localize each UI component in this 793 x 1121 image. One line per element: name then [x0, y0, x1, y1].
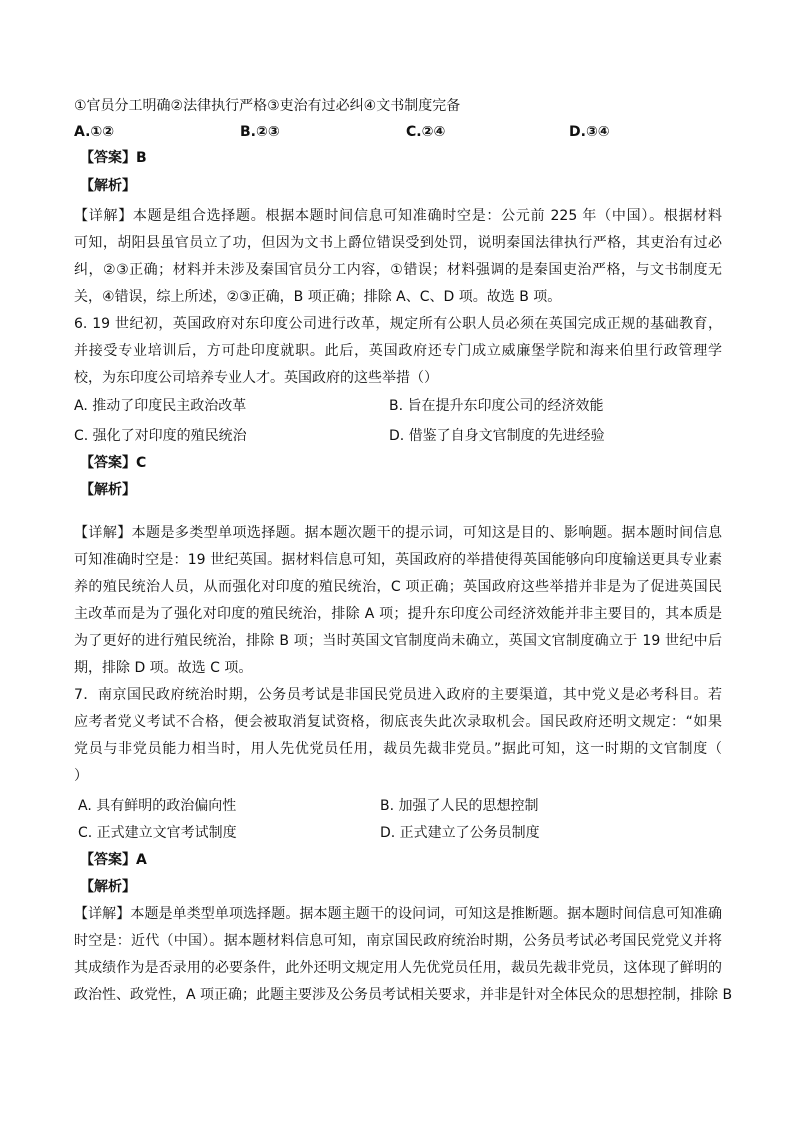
q5-option-b: B.②③	[240, 124, 280, 140]
q5-answer: 【答案】B	[80, 150, 147, 166]
q6-stem-line-2: 并接受专业培训后，方可赴印度就职。此后，英国政府还专门成立威廉堡学院和海来伯里行政管理学	[74, 343, 722, 359]
q6-detail-line-1: 【详解】本题是多类型单项选择题。据本题次题干的提示词，可知这是目的、影响题。据本题时间信息	[74, 525, 722, 541]
q6-option-d: D. 借鉴了自身文官制度的先进经验	[389, 428, 605, 444]
q5-detail-line-4: 关，④错误，综上所述，②③正确，B 项正确；排除 A、C、D 项。故选 B 项。	[74, 289, 562, 305]
q6-stem-line-1: 6. 19 世纪初，英国政府对东印度公司进行改革，规定所有公职人员必须在英国完成正规的基础教育，	[74, 316, 722, 332]
q5-option-c: C.②④	[406, 124, 446, 140]
q6-detail-line-4: 主改革而是为了强化对印度的殖民统治，排除 A 项；提升东印度公司经济效能并非主要目的，其本质是	[74, 606, 722, 622]
q7-option-c: C. 正式建立文官考试制度	[78, 825, 237, 841]
q7-stem-line-3: 党员与非党员能力相当时，用人先优党员任用，裁员先裁非党员。”据此可知，这一时期的文官制度（	[74, 741, 722, 757]
q6-option-b: B. 旨在提升东印度公司的经济效能	[389, 398, 604, 414]
q7-detail-line-3: 其成绩作为是否录用的必要条件，此外还明文规定用人先优党员任用，裁员先裁非党员，这体现了鲜明的	[74, 960, 722, 976]
q7-option-d: D. 正式建立了公务员制度	[380, 825, 540, 841]
q5-analysis-label: 【解析】	[80, 178, 136, 194]
q7-stem-line-1: 7．南京国民政府统治时期，公务员考试是非国民党员进入政府的主要渠道，其中党义是必考科目。若	[74, 687, 722, 703]
q6-detail-line-5: 为了更好的进行殖民统治，排除 B 项；当时英国文官制度尚未确立，英国文官制度确立于 19 世纪中后	[74, 633, 722, 649]
q6-answer: 【答案】C	[80, 455, 147, 471]
q7-detail-line-1: 【详解】本题是单类型单项选择题。据本题主题干的设问词，可知这是推断题。据本题时间信息可知准确	[74, 906, 722, 922]
q5-detail-line-2: 可知，胡阳县虽官员立了功，但因为文书上爵位错误受到处罚，说明秦国法律执行严格，其吏治有过必	[74, 235, 722, 251]
q7-option-b: B. 加强了人民的思想控制	[380, 798, 539, 814]
q6-stem-line-3: 校，为东印度公司培养专业人才。英国政府的这些举措（）	[74, 370, 438, 386]
q7-detail-line-4: 政治性、政党性，A 项正确；此题主要涉及公务员考试相关要求，并非是针对全体民众的思想控制，排除 B	[74, 987, 733, 1003]
q7-detail-line-2: 时空是：近代（中国）。据本题材料信息可知，南京国民政府统治时期，公务员考试必考国民党党义并将	[74, 933, 722, 949]
q7-option-a: A. 具有鲜明的政治偏向性	[78, 798, 237, 814]
q6-detail-line-3: 养的殖民统治人员，从而强化对印度的殖民统治，C 项正确；英国政府这些举措并非是为了促进英国民	[74, 579, 722, 595]
q6-detail-line-2: 可知准确时空是：19 世纪英国。据材料信息可知，英国政府的举措使得英国能够向印度输送更具专业素	[74, 552, 722, 568]
q7-stem-line-4: ）	[74, 768, 88, 784]
q6-analysis-label: 【解析】	[80, 482, 136, 498]
q5-option-a: A.①②	[74, 124, 115, 140]
q7-answer: 【答案】A	[80, 852, 147, 868]
q5-stem-tail: ①官员分工明确②法律执行严格③吏治有过必纠④文书制度完备	[74, 98, 461, 114]
q6-option-c: C. 强化了对印度的殖民统治	[74, 428, 247, 444]
q6-option-a: A. 推动了印度民主政治改革	[74, 398, 247, 414]
q5-detail-line-3: 纠，②③正确；材料并未涉及秦国官员分工内容，①错误；材料强调的是秦国吏治严格，与文书制度无	[74, 262, 722, 278]
q6-detail-line-6: 期，排除 D 项。故选 C 项。	[74, 660, 253, 676]
q5-detail-line-1: 【详解】本题是组合选择题。根据本题时间信息可知准确时空是：公元前 225 年（中国）。根据材料	[74, 208, 722, 224]
q7-stem-line-2: 应考者党义考试不合格，便会被取消复试资格，彻底丧失此次录取机会。国民政府还明文规定：“如果	[74, 714, 722, 730]
q7-analysis-label: 【解析】	[80, 879, 136, 895]
q5-option-d: D.③④	[569, 124, 610, 140]
